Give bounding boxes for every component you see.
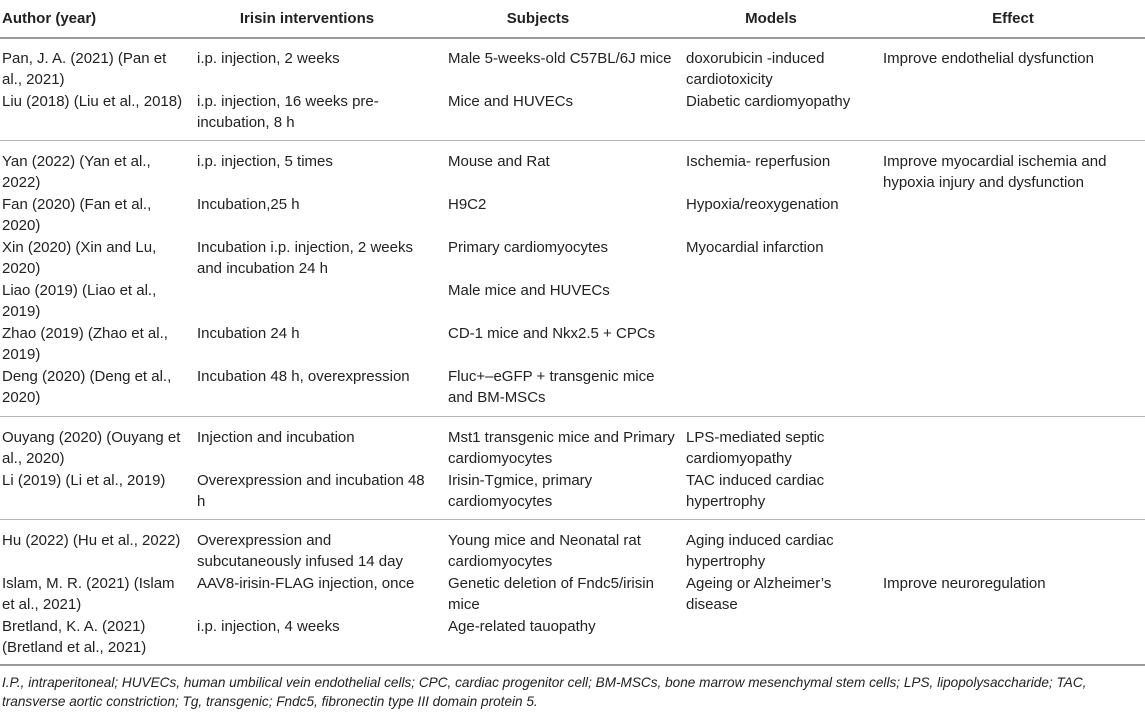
author-cell: Zhao (2019) (Zhao et al., 2019) bbox=[2, 325, 168, 364]
models-cell: doxorubicin -induced cardiotoxicity bbox=[686, 50, 825, 89]
models-cell: Myocardial infarction bbox=[686, 239, 824, 256]
subjects-cell: Male mice and HUVECs bbox=[448, 282, 610, 299]
effect-cell: Improve neuroregulation bbox=[883, 575, 1046, 592]
subjects-cell: Mouse and Rat bbox=[448, 153, 550, 170]
subjects-cell: Young mice and Neonatal rat cardiomyocytes bbox=[448, 532, 641, 571]
author-cell: Deng (2020) (Deng et al., 2020) bbox=[2, 368, 172, 407]
author-cell: Fan (2020) (Fan et al., 2020) bbox=[2, 196, 152, 235]
table-header bbox=[0, 0, 1145, 38]
intervention-cell: Incubation 48 h, overexpression bbox=[197, 368, 410, 385]
header-interventions: Irisin interventions bbox=[239, 10, 375, 27]
intervention-cell: i.p. injection, 16 weeks pre-incubation, 8 h bbox=[197, 93, 379, 132]
header-author: Author (year) bbox=[2, 10, 97, 27]
subjects-cell: Primary cardiomyocytes bbox=[448, 239, 609, 256]
header-effect: Effect bbox=[992, 10, 1034, 27]
subjects-cell: Mice and HUVECs bbox=[448, 93, 574, 110]
subjects-cell: Mst1 transgenic mice and Primary cardiomyocytes bbox=[448, 429, 675, 468]
subjects-cell: Irisin-Tgmice, primary cardiomyocytes bbox=[448, 472, 593, 511]
intervention-cell: Overexpression and incubation 48 h bbox=[197, 472, 425, 511]
subjects-cell: Male 5-weeks-old C57BL/6J mice bbox=[448, 50, 672, 67]
author-cell: Bretland, K. A. (2021) (Bretland et al., 2021) bbox=[2, 618, 147, 657]
author-cell: Li (2019) (Li et al., 2019) bbox=[2, 472, 166, 489]
header-models: Models bbox=[745, 10, 797, 27]
effect-cell: Improve endothelial dysfunction bbox=[883, 50, 1094, 67]
intervention-cell: Incubation,25 h bbox=[197, 196, 300, 213]
author-cell: Xin (2020) (Xin and Lu, 2020) bbox=[2, 239, 157, 278]
author-cell: Ouyang (2020) (Ouyang et al., 2020) bbox=[2, 429, 181, 468]
group-divider bbox=[0, 140, 1145, 141]
group-divider bbox=[0, 416, 1145, 417]
author-cell: Hu (2022) (Hu et al., 2022) bbox=[2, 532, 181, 549]
subjects-cell: CD-1 mice and Nkx2.5 + CPCs bbox=[448, 325, 656, 342]
author-cell: Islam, M. R. (2021) (Islam et al., 2021) bbox=[2, 575, 175, 614]
intervention-cell: i.p. injection, 4 weeks bbox=[197, 618, 340, 635]
models-cell: Ageing or Alzheimer’s disease bbox=[686, 575, 832, 614]
author-cell: Liao (2019) (Liao et al., 2019) bbox=[2, 282, 157, 321]
subjects-cell: H9C2 bbox=[448, 196, 487, 213]
intervention-cell: Incubation 24 h bbox=[197, 325, 300, 342]
intervention-cell: i.p. injection, 5 times bbox=[197, 153, 333, 170]
effect-cell: Improve myocardial ischemia and hypoxia injury and dysfunction bbox=[883, 153, 1107, 192]
intervention-cell: AAV8-irisin-FLAG injection, once bbox=[197, 575, 415, 592]
intervention-cell: Overexpression and subcutaneously infused 14 day bbox=[197, 532, 403, 571]
subjects-cell: Genetic deletion of Fndc5/irisin mice bbox=[448, 575, 654, 614]
intervention-cell: Injection and incubation bbox=[197, 429, 355, 446]
models-cell: TAC induced cardiac hypertrophy bbox=[686, 472, 825, 511]
intervention-cell: i.p. injection, 2 weeks bbox=[197, 50, 340, 67]
author-cell: Yan (2022) (Yan et al., 2022) bbox=[2, 153, 151, 192]
author-cell: Pan, J. A. (2021) (Pan et al., 2021) bbox=[2, 50, 167, 89]
models-cell: LPS-mediated septic cardiomyopathy bbox=[686, 429, 825, 468]
models-cell: Ischemia- reperfusion bbox=[686, 153, 831, 170]
models-cell: Aging induced cardiac hypertrophy bbox=[686, 532, 834, 571]
models-cell: Diabetic cardiomyopathy bbox=[686, 93, 851, 110]
table-bottom-rule bbox=[0, 664, 1145, 666]
header-subjects: Subjects bbox=[506, 10, 570, 27]
intervention-cell: Incubation i.p. injection, 2 weeks and incubation 24 h bbox=[197, 239, 413, 278]
models-cell: Hypoxia/reoxygenation bbox=[686, 196, 839, 213]
author-cell: Liu (2018) (Liu et al., 2018) bbox=[2, 93, 183, 110]
group-divider bbox=[0, 519, 1145, 520]
table-footnote: I.P., intraperitoneal; HUVECs, human umbilical vein endothelial cells; CPC, cardiac progenitor cell; BM-MSCs, bone marrow mesenchymal stem cells; LPS, lipopolysaccharide; TAC, transverse aortic constriction; Tg, transgenic; Fndc5, fibronectin type III domain protein 5. bbox=[2, 675, 1087, 709]
subjects-cell: Age-related tauopathy bbox=[448, 618, 596, 635]
subjects-cell: Fluc+–eGFP + transgenic mice and BM-MSCs bbox=[448, 368, 655, 407]
header-rule bbox=[0, 37, 1145, 39]
